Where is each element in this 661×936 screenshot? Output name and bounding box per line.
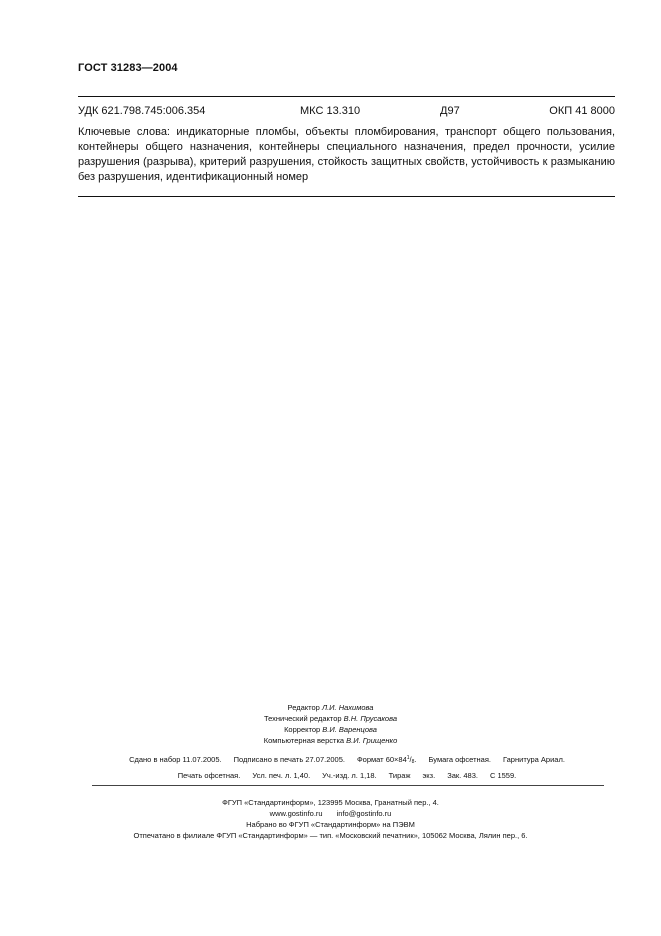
- keywords-paragraph: [78, 125, 615, 185]
- okp-code: ОКП 41 8000: [549, 105, 615, 117]
- credit-tech-editor: Технический редактор В.Н. Прусакова: [263, 714, 398, 723]
- bottom-divider: [78, 196, 615, 197]
- publisher-typeset: Набрано во ФГУП «Стандартинформ» на ПЭВМ: [246, 820, 415, 829]
- print-info-divider: [92, 785, 604, 786]
- keywords-text: индикаторные пломбы, объекты пломбирования, транспорт общего пользования, контейнеры общего назначения, контейнеры специального назначения, предел прочности, усилие разрушения (разрыва), критерий разрушения, стойкость защитных свойств, устойчивость к размыканию без разрушения, идентификационный номер: [78, 126, 615, 183]
- print-info-line-1: Сдано в набор 11.07.2005. Подписано в печать 27.07.2005. Формат $60\times 84^1/_8$. Бумага офсетная. Гарнитура Ариал.: [129, 755, 565, 765]
- publisher-website: www.gostinfo.ru: [269, 809, 323, 818]
- udk-code: УДК 621.798.745:006.354: [78, 105, 206, 117]
- credit-proofreader: Корректор В.И. Варенцова: [284, 725, 377, 734]
- print-info-line-2: Печать офсетная. Усл. печ. л. 1,40. Уч.-изд. л. 1,18. Тираж экз. Зак. 483. С 1559.: [177, 771, 517, 780]
- mks-code: МКС 13.310: [300, 105, 361, 117]
- credit-layout: Компьютерная верстка В.И. Грищенко: [263, 736, 398, 745]
- publisher-block: [0, 797, 661, 841]
- classification-row: [78, 105, 615, 119]
- group-code: Д97: [440, 105, 460, 117]
- print-info-block: [82, 752, 612, 782]
- publisher-email: info@gostinfo.ru: [336, 809, 392, 818]
- keywords-label: Ключевые слова:: [78, 126, 170, 138]
- credit-editor: Редактор Л.И. Нахимова: [287, 703, 374, 712]
- publisher-contacts: [0, 808, 661, 819]
- top-divider: [78, 96, 615, 97]
- publisher-printed: Отпечатано в филиале ФГУП «Стандартинформ» — тип. «Московский печатник», 105062 Москва, Лялин пер., 6.: [133, 831, 528, 840]
- credits-block: [0, 702, 661, 746]
- publisher-address: ФГУП «Стандартинформ», 123995 Москва, Гранатный пер., 4.: [222, 798, 439, 807]
- document-code: ГОСТ 31283—2004: [78, 62, 178, 74]
